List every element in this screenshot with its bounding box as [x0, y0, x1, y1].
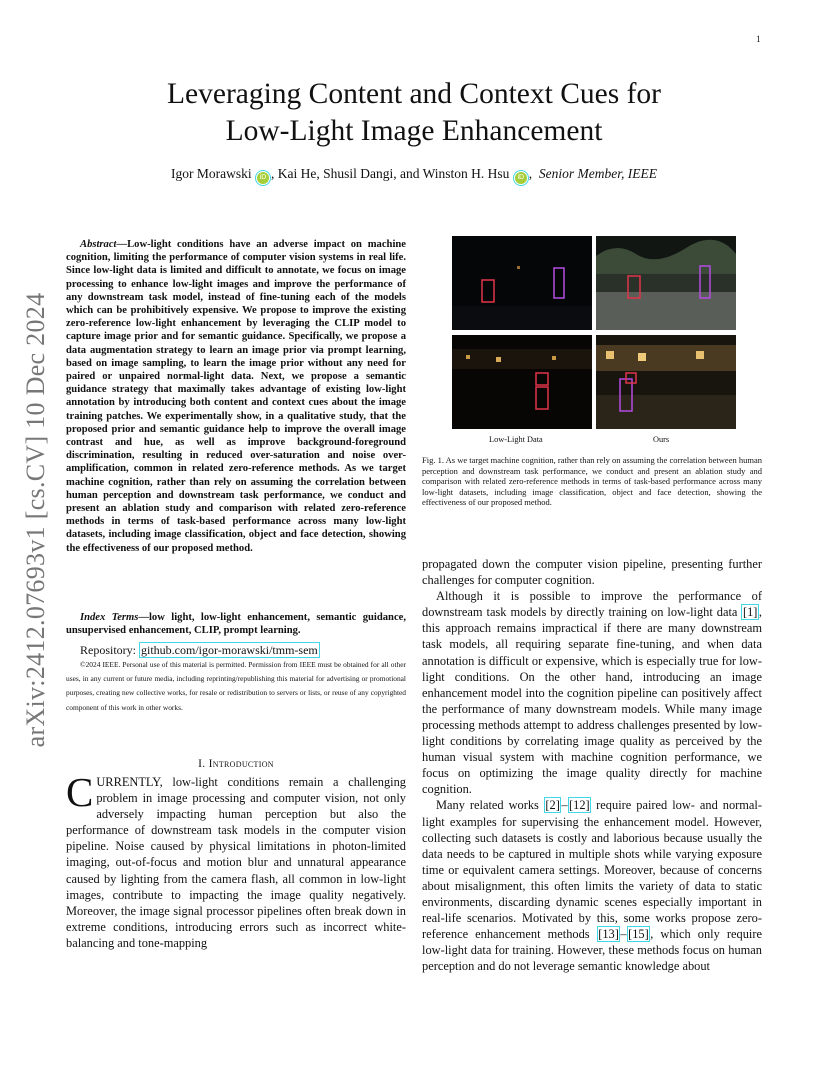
- abstract-label: Abstract: [80, 239, 117, 250]
- figure-label-ours: Ours: [653, 435, 670, 444]
- citation-dash: –: [620, 927, 627, 942]
- abstract: [66, 238, 406, 555]
- section-title: Introduction: [208, 758, 274, 770]
- paragraph-3-text-b: require paired low- and normal-light examples for supervising the enhancement model. However, collecting such datasets is costly and laborious because usually the data needs to be captured in multiple shots while varying exposure time or equivalent camera settings. Moreover, because of concerns about misalignment, this often limits the variety of data to static environments, discarding dynamic scenes especially important in real-life scenarios. Motivated by this, some works propose zero-reference enhancement methods: [422, 798, 762, 942]
- repository-link[interactable]: github.com/igor-morawski/tmm-sem: [141, 643, 318, 657]
- citation-12[interactable]: [12]: [569, 798, 590, 813]
- figure-1: [452, 236, 736, 436]
- author-1: Igor Morawski: [170, 166, 252, 181]
- abstract-text: —Low-light conditions have an adverse impact on machine cognition, limiting the performance of computer vision systems in real life. Since low-light data is limited and difficult to annotate, we focus on image processing to enhance low-light images and improve the performance of any downstream task model, instead of fine-tuning each of the models which can be prohibitively expensive. We propose to improve the existing zero-reference low-light enhancement by leveraging the CLIP model to capture image prior and for semantic guidance. Specifically, we propose a data augmentation strategy to learn an image prior via prompt learning, based on image sampling, to learn the image prior without any need for paired or unpaired normal-light data. Next, we propose a semantic guidance strategy that maximally takes advantage of existing low-light annotation by introducing both content and context cues about the image training patches. We experimentally show, in a qualitative study, that the proposed prior and semantic guidance help to improve the overall image contrast and hue, as well as improve background-foreground discrimination, resulting in reduced over-saturation and noise over-amplification, common in related zero-reference methods. As we target machine cognition, rather than rely on assuming the correlation between human perception and downstream task performance, we conduct and present an ablation study and comparison with related zero-reference methods in terms of task-based performance across many low-light datasets, including image classification, object and face detection, showing the effectiveness of our proposed method.: [66, 239, 406, 554]
- right-column-text: [422, 556, 762, 974]
- author-2: , Kai He, Shusil Dangi, and Winston H. Hsu: [270, 166, 510, 181]
- intro-text: URRENTLY, low-light conditions remain a challenging problem in image processing and computer vision, not only adversely impacting human perception but also the performance of downstream task models in the computer vision pipeline. Noise caused by physical limitations in photon-limited imaging, out-of-focus and motion blur and unnatural appearance caused by lighting from the camera flash, all common in low-light images, contribute to impacting the image quality negatively. Moreover, the image signal processor pipelines often break down in extreme conditions, introducing errors such as incorrect white-balancing and tone-mapping: [66, 775, 406, 950]
- section-numeral: I.: [198, 758, 209, 770]
- figure-image-lowlight-street: [452, 236, 592, 330]
- author-membership: Senior Member, IEEE: [538, 166, 658, 181]
- figure-label-lowlight: Low-Light Data: [489, 435, 543, 444]
- figure-caption: Fig. 1. As we target machine cognition, rather than rely on assuming the correlation between human perception and downstream task performance, we conduct and present an ablation study and comparison with related zero-reference methods in terms of task-based performance across many low-light datasets, including image classification, object and face detection, showing the effectiveness of our proposed method.: [422, 455, 762, 508]
- arxiv-id: arXiv:2412.07693v1 [cs.CV] 10 Dec 2024: [21, 292, 50, 748]
- citation-1[interactable]: [1]: [742, 605, 758, 620]
- copyright-text: ©2024 IEEE. Personal use of this material is permitted. Permission from IEEE must be obtained for all other uses, in any current or future media, including reprinting/republishing this material for advertising or promotional purposes, creating new collective works, for resale or redistribution to servers or lists, or reuse of any copyrighted component of this work in other works.: [66, 660, 406, 712]
- figure-image-lowlight-campus: [452, 335, 592, 429]
- repository-label: Repository:: [80, 643, 139, 657]
- copyright-notice: [66, 658, 406, 715]
- index-terms-text: —low light, low-light enhancement, semantic guidance, unsupervised enhancement, CLIP, prompt learning.: [66, 612, 406, 637]
- paragraph-3-text-c: , which only require low-light data for training. However, these methods focus on human perception and do not leverage semantic knowledge about: [422, 927, 762, 974]
- arxiv-watermark: [16, 285, 56, 755]
- page-number: 1: [756, 34, 761, 44]
- figure-image-enhanced-street: [596, 236, 736, 330]
- paragraph-1: propagated down the computer vision pipeline, presenting further challenges for computer cognition.: [422, 557, 762, 588]
- title-line-2: Low-Light Image Enhancement: [225, 115, 603, 147]
- title-line-1: Leveraging Content and Context Cues for: [166, 78, 661, 110]
- paragraph-3-text-a: Many related works: [436, 798, 544, 813]
- paper-title: [96, 76, 732, 150]
- paragraph-2-text-a: Although it is possible to improve the performance of downstream task models by directly training on low-light data: [422, 589, 762, 620]
- section-heading: [66, 758, 406, 770]
- orcid-icon[interactable]: iD: [257, 172, 269, 184]
- index-terms: [66, 611, 406, 637]
- author-line: Igor Morawski iD , Kai He, Shusil Dangi, and Winston H. Hsu iD , Senior Member, IEEE: [96, 166, 732, 184]
- citation-13[interactable]: [13]: [598, 927, 619, 942]
- citation-15[interactable]: [15]: [628, 927, 649, 942]
- drop-cap: C: [66, 769, 94, 815]
- citation-2[interactable]: [2]: [545, 798, 560, 813]
- figure-image-enhanced-campus: [596, 335, 736, 429]
- repository-line: [66, 643, 406, 657]
- citation-dash: –: [561, 798, 568, 813]
- paragraph-2: [422, 588, 762, 797]
- index-terms-label: Index Terms: [80, 612, 139, 623]
- intro-paragraph: [66, 769, 406, 951]
- orcid-icon[interactable]: iD: [515, 172, 527, 184]
- paragraph-2-text-b: , this approach remains impractical if there are many downstream task models, all requiring separate fine-tuning, and when data annotation is difficult or expensive, which is especially true for low-light conditions. On the other hand, introducing an image enhancement model into the cognition pipeline can positively affect the performance of many downstream models. While many image processing methods attempt to address challenges presented by low-light conditions by correlating image quality as perceived by the human visual system with machine cognition performance, we focus on optimizing the image quality directly for machine cognition.: [422, 605, 762, 797]
- paragraph-3: [422, 797, 762, 974]
